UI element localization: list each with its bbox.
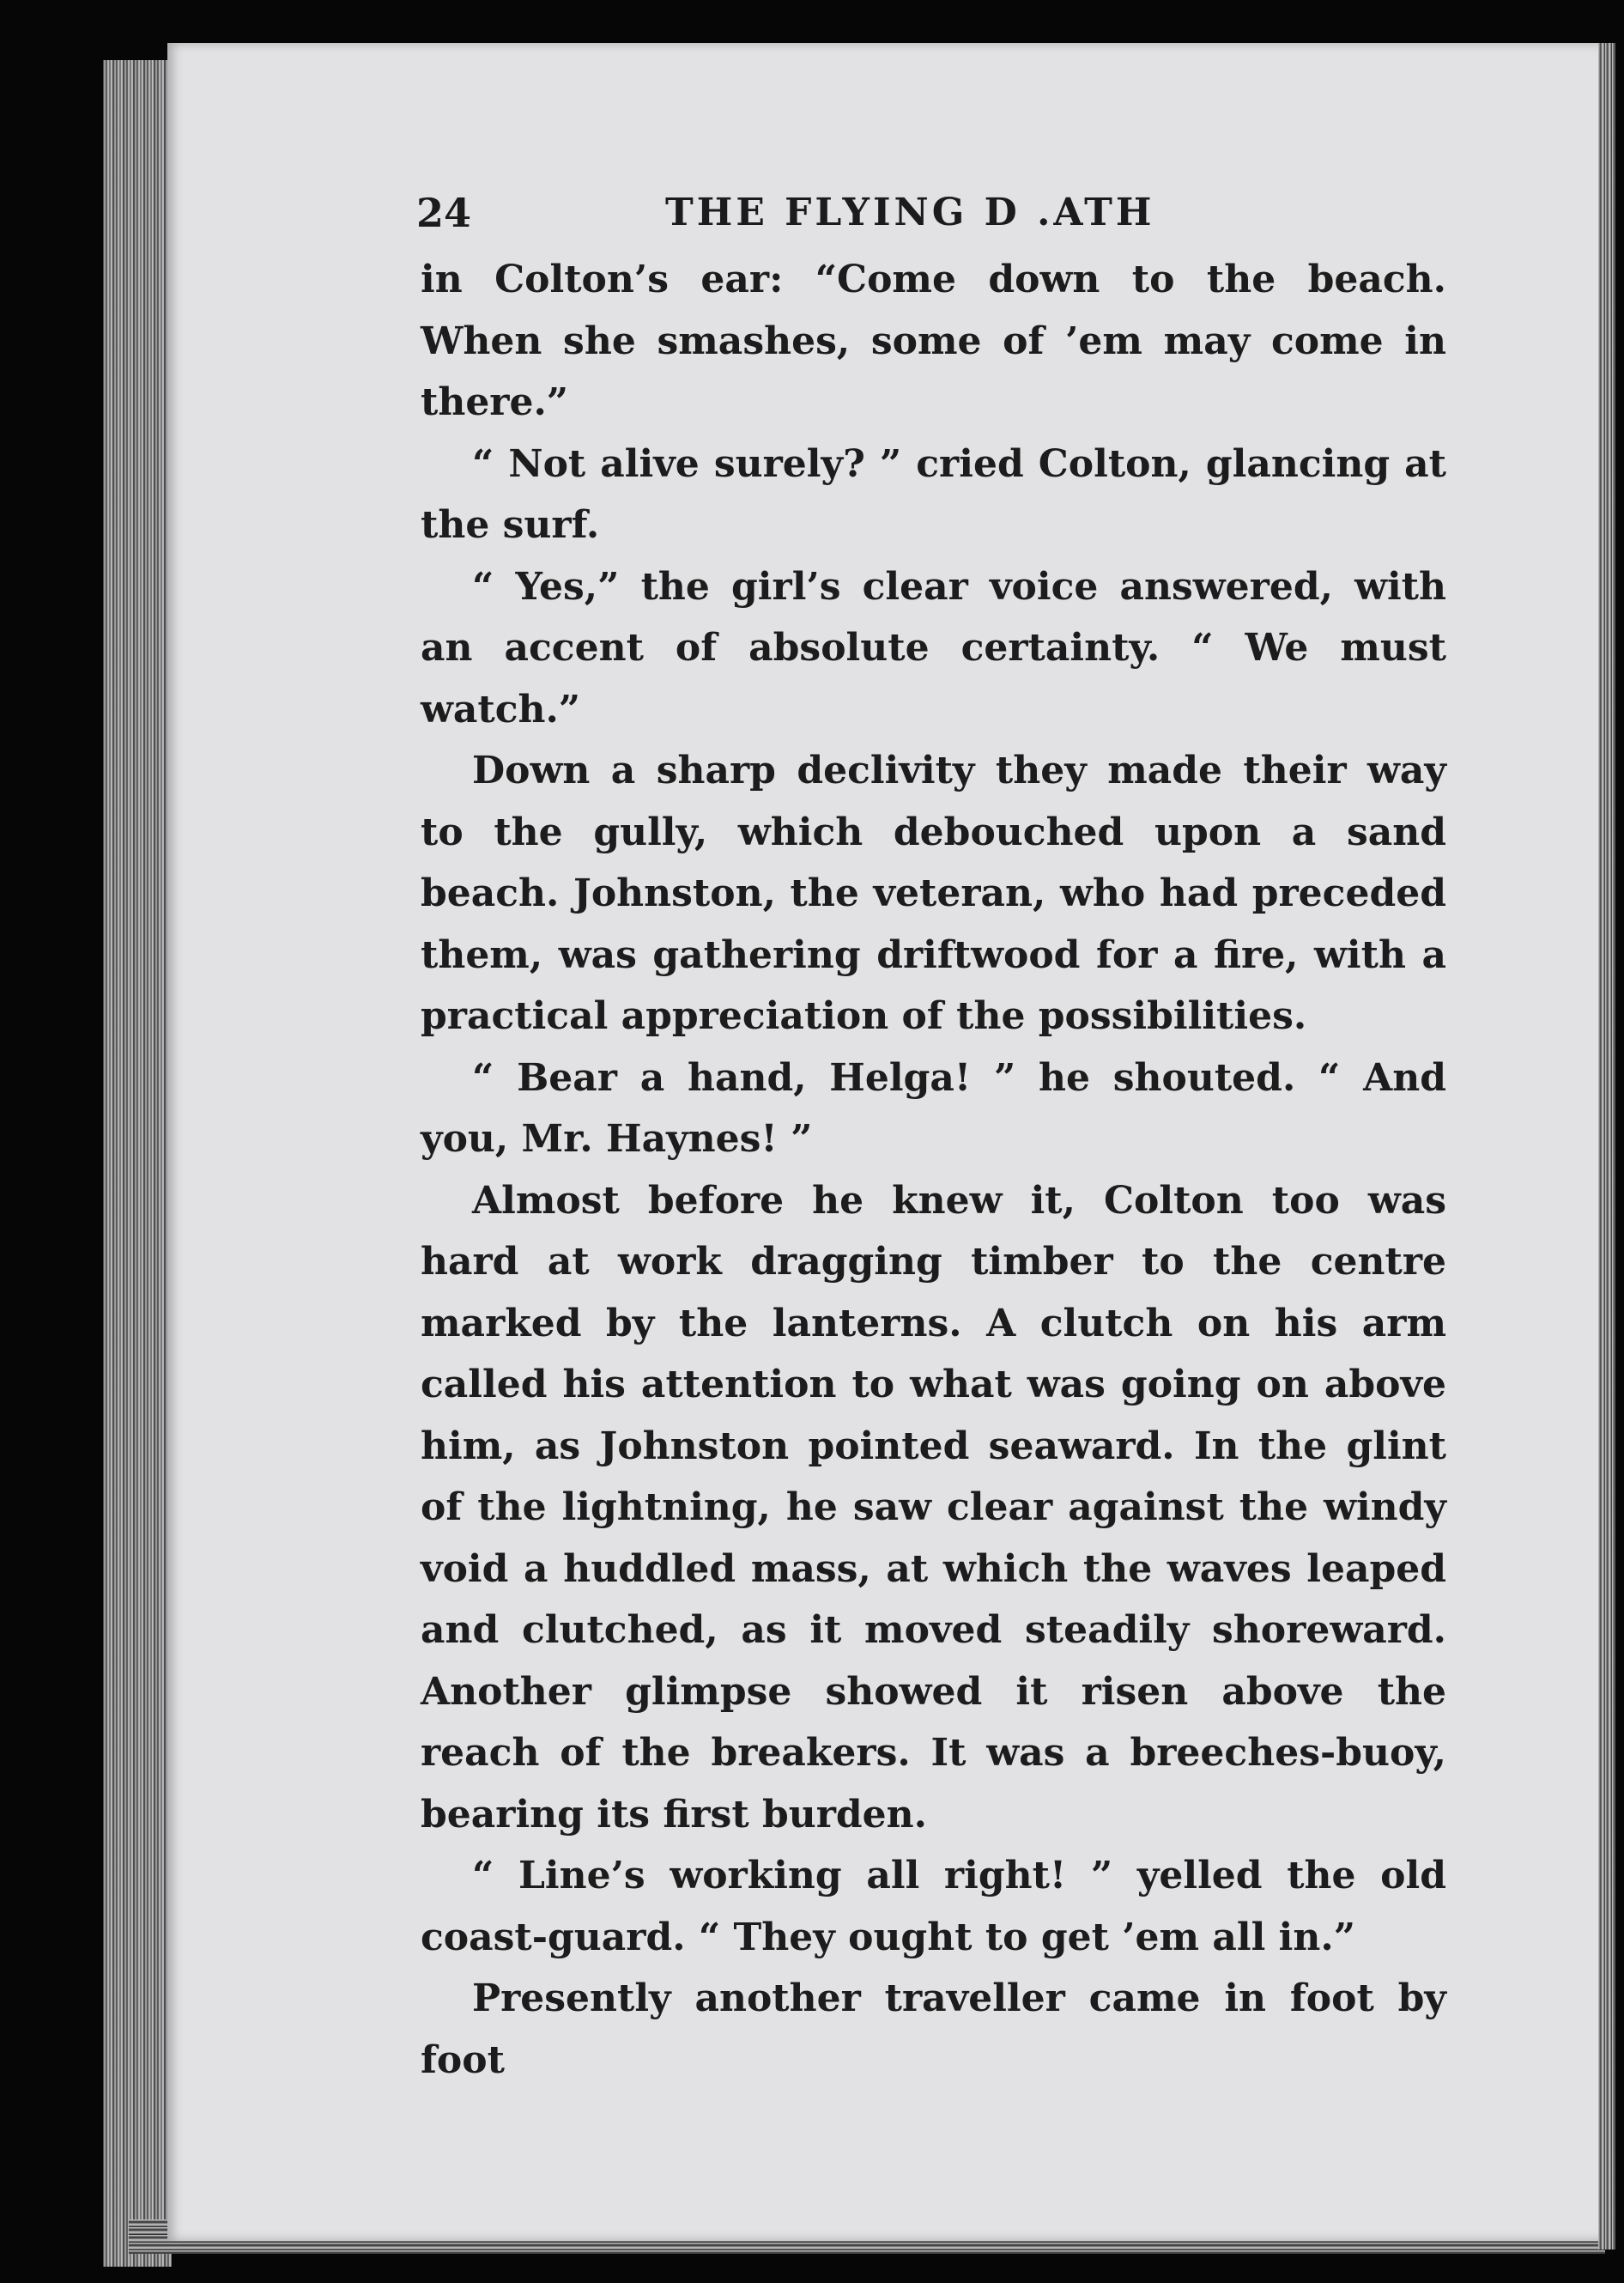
paragraph-2: “ Not alive surely? ” cried Colton, glancing at the surf. [421,441,1446,547]
running-head: THE FLYING D .ATH [665,191,1155,234]
paragraph-3: “ Yes,” the girl’s clear voice answered, with an accent of absolute certainty. “ We must watch.” [421,564,1446,732]
paragraph-1: in Colton’s ear: “Come down to the beach. When she smashes, some of ’em may come in there.” [421,258,1446,424]
body-text [421,249,1446,2091]
page-edges-left [103,60,172,2267]
paragraph-6: Almost before he knew it, Colton too was hard at work dragging timber to the centre marked by the lanterns. A clutch on his arm called his attention to what was going on above him, as Johnston pointed seaward. In the glint of the lightning, he saw clear against the windy void a huddled mass, at which the waves leaped and clutched, as it moved steadily shoreward. Another glimpse showed it risen above the reach of the breakers. It was a breeches-buoy, bearing its first burden. [421,1178,1446,1837]
paragraph-5: “ Bear a hand, Helga! ” he shouted. “ And you, Mr. Haynes! ” [421,1055,1446,1161]
paragraph-4: Down a sharp declivity they made their way to the gully, which debouched upon a sand beach. Johnston, the veteran, who had preceded them, was gathering driftwood for a fire, with a practical appreciation of the possibilities. [421,749,1446,1038]
page-edge-right [1598,43,1615,2250]
page-header [416,187,1189,239]
page-number: 24 [416,190,472,236]
paragraph-7: “ Line’s working all right! ” yelled the old coast-guard. “ They ought to get ’em all in.” [421,1854,1446,1959]
paragraph-8: Presently another traveller came in foot by foot [421,1976,1446,2082]
